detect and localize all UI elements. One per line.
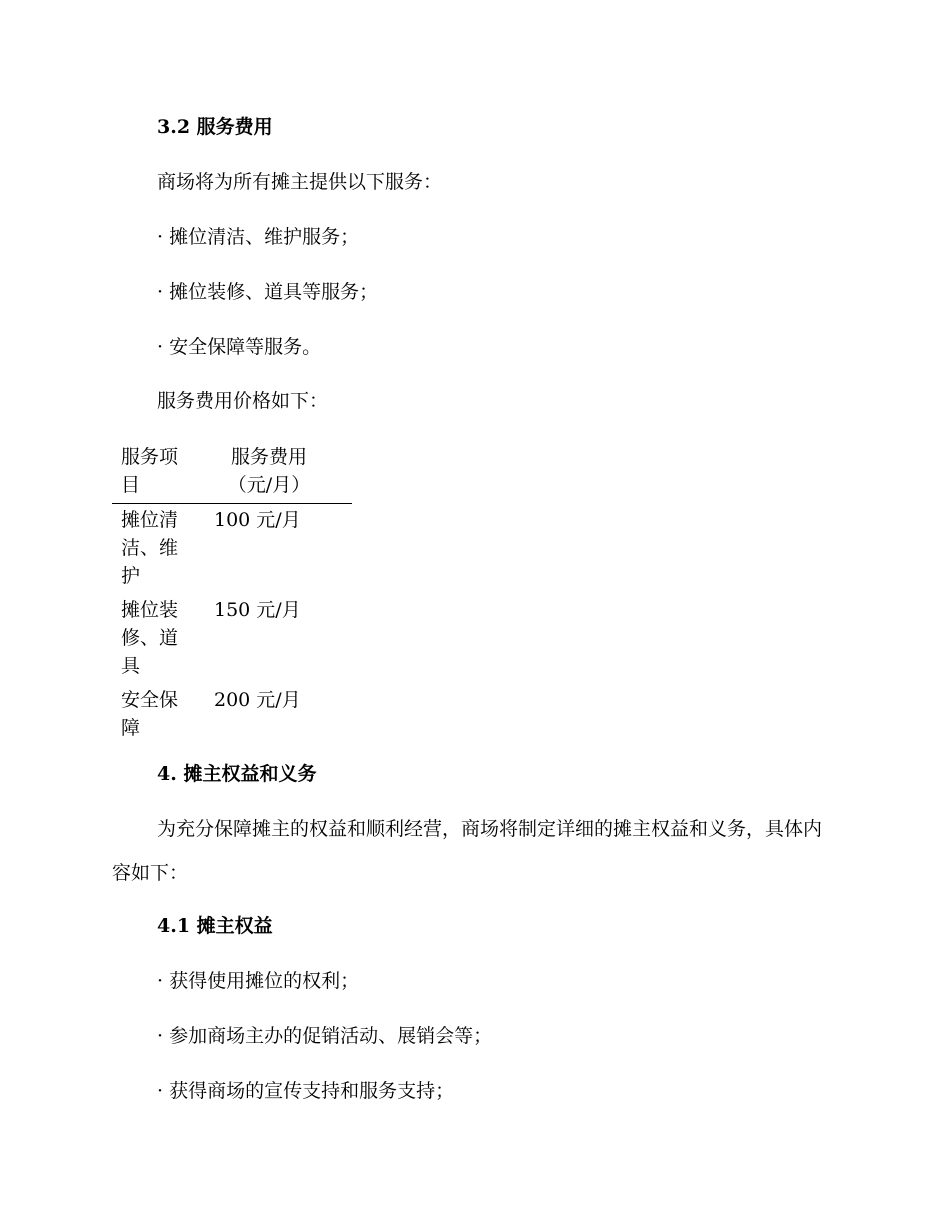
rights-bullet: · 获得使用摊位的权利； [157, 970, 360, 992]
fee-table [112, 443, 352, 746]
fee-table-fee-cell: 100 元/月 [214, 509, 301, 531]
price-intro: 服务费用价格如下： [157, 390, 329, 412]
fee-table-fee-cell: 150 元/月 [214, 599, 301, 621]
section-heading-4: 4. 摊主权益和义务 [157, 763, 317, 785]
fee-table-header-row [112, 443, 352, 504]
fee-table-header-item: 服务项目 [112, 443, 214, 504]
table-row [112, 504, 352, 595]
fee-table-fee-cell: 200 元/月 [214, 689, 301, 711]
section-4-paragraph: 为充分保障摊主的权益和顺利经营，商场将制定详细的摊主权益和义务，具体内容如下： [112, 818, 823, 884]
service-bullet: · 摊位装修、道具等服务； [157, 281, 379, 303]
rights-bullet: · 获得商场的宣传支持和服务支持； [157, 1080, 455, 1102]
services-intro: 商场将为所有摊主提供以下服务： [157, 171, 443, 193]
section-heading-4-1: 4.1 摊主权益 [157, 915, 273, 937]
fee-table-item-cell: 摊位装修、道具 [121, 599, 179, 677]
fee-table-item-cell: 安全保障 [121, 689, 179, 739]
table-row [112, 684, 352, 746]
service-bullet: · 摊位清洁、维护服务； [157, 226, 360, 248]
fee-table-header-fee: 服务费用（元/月） [214, 443, 352, 504]
table-row [112, 594, 352, 684]
fee-table-item-cell: 摊位清洁、维护 [121, 509, 179, 587]
section-heading-3-2: 3.2 服务费用 [157, 116, 273, 138]
service-bullet: · 安全保障等服务。 [157, 336, 322, 358]
rights-bullet: · 参加商场主办的促销活动、展销会等； [157, 1025, 493, 1047]
